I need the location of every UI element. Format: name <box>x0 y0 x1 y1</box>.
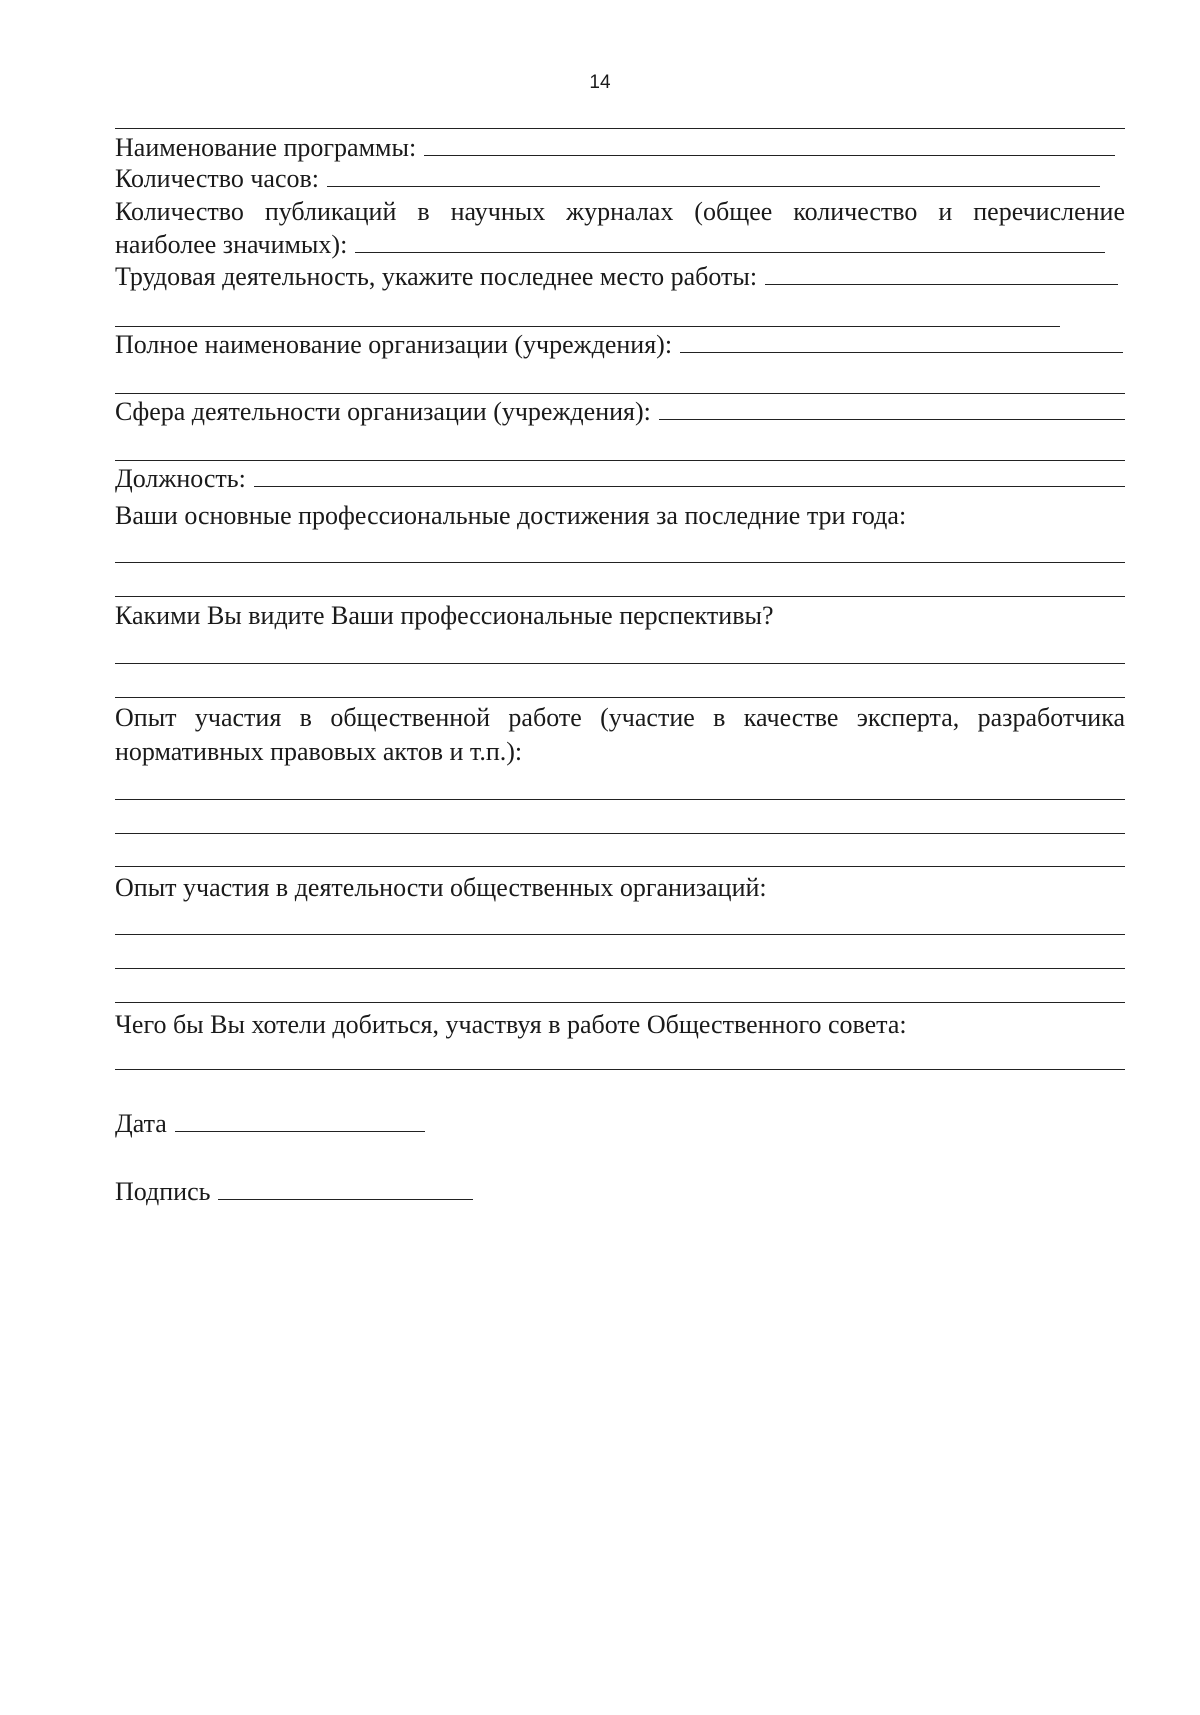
employment-field[interactable] <box>765 262 1118 285</box>
hours-label: Количество часов: <box>115 164 320 193</box>
public-work-line-2: нормативных правовых актов и т.п.): <box>115 737 523 766</box>
date-label: Дата <box>115 1109 167 1138</box>
publications-field[interactable] <box>355 230 1105 253</box>
perspectives-field-1[interactable] <box>115 663 1125 664</box>
org-sphere-label: Сфера деятельности организации (учреждения): <box>115 397 651 426</box>
org-sphere-row <box>115 396 1125 428</box>
employment-field-continued[interactable] <box>115 326 1060 327</box>
employment-row <box>115 261 1118 293</box>
signature-field[interactable] <box>218 1177 473 1200</box>
org-name-row <box>115 329 1123 361</box>
page-number: 14 <box>589 72 611 93</box>
org-sphere-field[interactable] <box>659 397 1125 420</box>
perspectives-label: Какими Вы видите Ваши профессиональные перспективы? <box>115 601 774 630</box>
org-name-label: Полное наименование организации (учреждения): <box>115 330 673 359</box>
achievements-label: Ваши основные профессиональные достижения за последние три года: <box>115 501 907 530</box>
position-label: Должность: <box>115 464 246 493</box>
top-rule <box>115 128 1125 129</box>
achievements-field-2[interactable] <box>115 596 1125 597</box>
public-work-field-1[interactable] <box>115 799 1125 800</box>
publications-line-1: Количество публикаций в научных журналах (общее количество и перечисление <box>115 197 1125 226</box>
achievements-field-1[interactable] <box>115 562 1125 563</box>
council-goals-label: Чего бы Вы хотели добиться, участвуя в работе Общественного совета: <box>115 1010 907 1039</box>
org-name-field-continued[interactable] <box>115 393 1125 394</box>
employment-label: Трудовая деятельность, укажите последнее место работы: <box>115 262 758 291</box>
public-work-field-3[interactable] <box>115 866 1125 867</box>
signature-label: Подпись <box>115 1177 211 1206</box>
org-sphere-field-continued[interactable] <box>115 460 1125 461</box>
hours-row <box>115 163 1100 195</box>
council-goals-field[interactable] <box>115 1069 1125 1070</box>
program-name-row <box>115 132 1115 164</box>
public-orgs-field-3[interactable] <box>115 1002 1125 1003</box>
hours-field[interactable] <box>327 164 1100 187</box>
public-orgs-field-2[interactable] <box>115 968 1125 969</box>
publications-label: наиболее значимых): <box>115 230 348 259</box>
public-orgs-label: Опыт участия в деятельности общественных организаций: <box>115 873 767 902</box>
date-row <box>115 1108 425 1140</box>
public-orgs-field-1[interactable] <box>115 934 1125 935</box>
position-row <box>115 463 1125 495</box>
public-work-field-2[interactable] <box>115 833 1125 834</box>
publications-row <box>115 229 1105 261</box>
perspectives-field-2[interactable] <box>115 697 1125 698</box>
public-work-line-1: Опыт участия в общественной работе (участие в качестве эксперта, разработчика <box>115 703 1125 732</box>
program-name-label: Наименование программы: <box>115 133 417 162</box>
date-field[interactable] <box>175 1109 425 1132</box>
org-name-field[interactable] <box>680 330 1123 353</box>
position-field[interactable] <box>254 464 1125 487</box>
program-name-field[interactable] <box>424 133 1115 156</box>
signature-row <box>115 1176 473 1208</box>
